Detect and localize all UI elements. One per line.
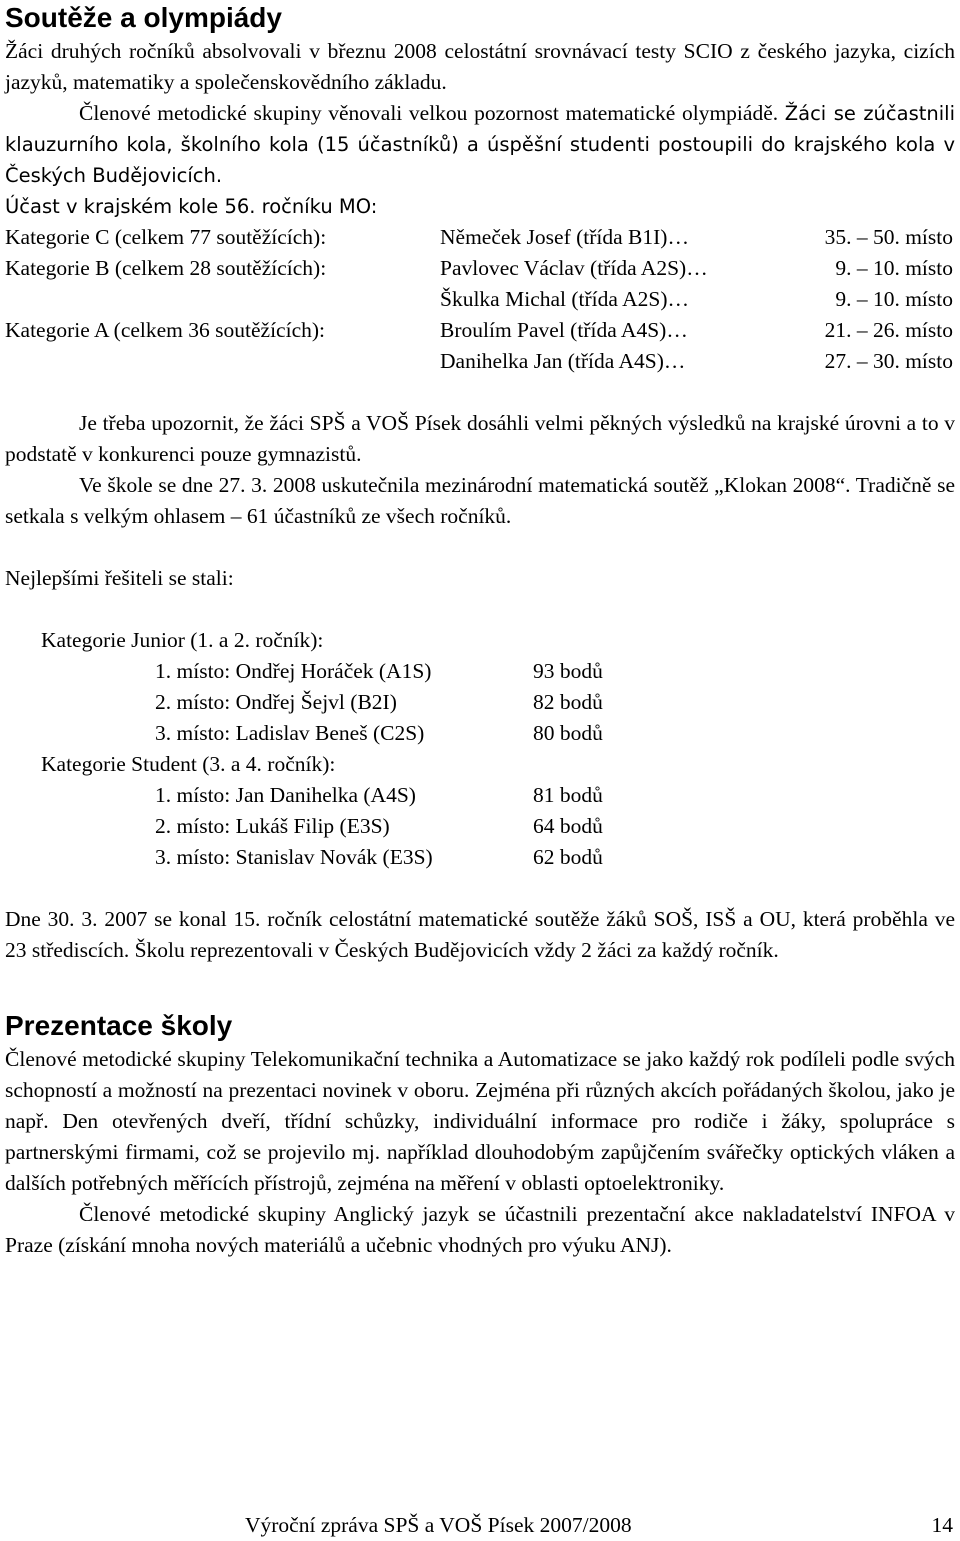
paragraph-olympiad [5,98,955,191]
winner-name: 2. místo: Lukáš Filip (E3S) [155,814,390,838]
winner-name: 3. místo: Stanislav Novák (E3S) [155,845,433,869]
results-table [5,222,955,377]
paragraph-regional-results: Je třeba upozornit, že žáci SPŠ a VOŠ Písek dosáhli velmi pěkných výsledků na krajské úrovni a to v podstatě v konkurenci pouze gymnazistů. [5,411,955,466]
winner-name: 1. místo: Ondřej Horáček (A1S) [155,659,432,683]
results-row [5,253,955,284]
participation-line: Účast v krajském kole 56. ročníku MO: [5,195,378,218]
category-heading-student: Kategorie Student (3. a 4. ročník): [41,752,336,776]
paragraph-scio: Žáci druhých ročníků absolvovali v březnu 2008 celostátní srovnávací testy SCIO z českého jazyka, cizích jazyků, matematiky a společenskovědního základu. [5,39,955,94]
page-number: 14 [931,1513,953,1537]
winner-name: 1. místo: Jan Danihelka (A4S) [155,783,416,807]
best-solvers-heading: Nejlepšími řešiteli se stali: [5,566,234,590]
paragraph-olympiad-part1: Členové metodické skupiny věnovali velkou pozornost matematické olympiádě. [79,101,779,125]
results-student: Broulím Pavel (třída A4S)… [440,318,688,342]
results-place: 21. – 26. místo [824,318,953,342]
kangaroo-results [5,625,955,873]
winner-name: 3. místo: Ladislav Beneš (C2S) [155,721,425,745]
results-place: 27. – 30. místo [824,349,953,373]
winner-points: 64 bodů [533,814,603,838]
list-item [5,687,955,718]
winner-points: 81 bodů [533,783,603,807]
paragraph-national-competition: Dne 30. 3. 2007 se konal 15. ročník celostátní matematické soutěže žáků SOŠ, ISŠ a OU, která proběhla ve 23 střediscích. Školu reprezentovali v Českých Budějovicích vždy 2 žáci za každý ročník. [5,907,955,962]
results-student: Pavlovec Václav (třída A2S)… [440,256,708,280]
footer-title: Výroční zpráva SPŠ a VOŠ Písek 2007/2008 [245,1513,632,1537]
document-page [5,0,955,1261]
winner-name: 2. místo: Ondřej Šejvl (B2I) [155,690,397,714]
list-item [5,718,955,749]
paragraph-kangaroo: Ve škole se dne 27. 3. 2008 uskutečnila mezinárodní matematická soutěž „Klokan 2008“. Tradičně se setkala s velkým ohlasem – 61 účastníků ze všech ročníků. [5,473,955,528]
category-heading-junior: Kategorie Junior (1. a 2. ročník): [41,628,324,652]
paragraph-telecom: Členové metodické skupiny Telekomunikační technika a Automatizace se jako každý rok podíleli podle svých schopností a možností na prezentaci novinek v oboru. Zejména při různých akcích pořádaných školou, jako je např. Den otevřených dveří, třídní schůzky, individuální informace pro rodiče i žáky, spolupráce s partnerskými firmami, což se projevilo mj. například dlouhodobým zapůjčením svářečky optických vláken a dalších potřebných měřících přístrojů, zejména na měření v oblasti optoelektroniky. [5,1047,955,1195]
results-category: Kategorie A (celkem 36 soutěžících): [5,318,325,342]
results-row [5,346,955,377]
results-row [5,222,955,253]
results-row [5,315,955,346]
results-student: Němeček Josef (třída B1I)… [440,225,689,249]
paragraph-olympiad-part2: Žáci se zúčastnili klauzurního kola, školního kola (15 účastníků) a úspěšní studenti postoupili do krajského kola v Českých Budějovicích. [5,102,956,187]
results-category [5,284,440,315]
list-item [5,780,955,811]
winner-points: 82 bodů [533,690,603,714]
results-place: 35. – 50. místo [824,225,953,249]
section-heading-presentation: Prezentace školy [5,1010,233,1041]
results-student: Danihelka Jan (třída A4S)… [440,349,686,373]
winner-points: 93 bodů [533,659,603,683]
winner-points: 80 bodů [533,721,603,745]
list-item [5,811,955,842]
results-category [5,346,440,377]
list-item [5,842,955,873]
results-student: Škulka Michal (třída A2S)… [440,287,690,311]
results-category: Kategorie C (celkem 77 soutěžících): [5,225,327,249]
results-row [5,284,955,315]
results-category: Kategorie B (celkem 28 soutěžících): [5,256,327,280]
section-heading-competitions: Soutěže a olympiády [5,2,282,33]
page-footer [5,1510,955,1541]
results-place: 9. – 10. místo [835,287,953,311]
winner-points: 62 bodů [533,845,603,869]
list-item [5,656,955,687]
results-place: 9. – 10. místo [835,256,953,280]
paragraph-english: Členové metodické skupiny Anglický jazyk se účastnili prezentační akce nakladatelství INFOA v Praze (získání mnoha nových materiálů a učebnic vhodných pro výuku ANJ). [5,1202,955,1257]
